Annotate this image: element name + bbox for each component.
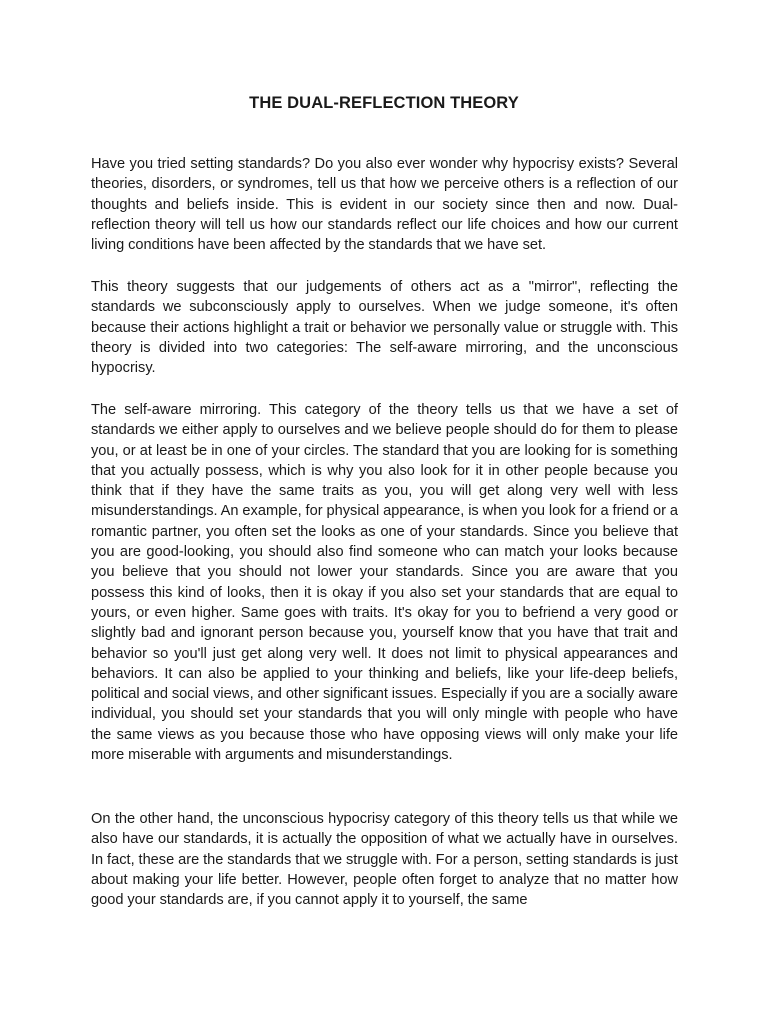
paragraph-self-aware-mirroring: The self-aware mirroring. This category of the theory tells us that we have a set of standards we either apply to ourselves and we believe people should do for them to please you, or at least be in one of your circles. The standard that you are looking for is something that you actually possess, which is why you also look for it in other people because you think that if they have the same traits as you, you will get along very well with less misunderstandings. An example, for physical appearance, is when you look for a friend or a romantic partner, you often set the looks as one of your standards. Since you believe that you are good-looking, you should also find someone who can match your looks because you believe that you should not lower your standards. Since you are aware that you possess this kind of looks, then it is okay if you also set your standards that are equal to yours, or even higher. Same goes with traits. It's okay for you to befriend a very good or slightly bad and ignorant person because you, yourself know that you have that trait and behavior so you'll just get along very well. It does not limit to physical appearances and behaviors. It can also be applied to your thinking and beliefs, like your life-deep beliefs, political and social views, and other significant issues. Especially if you are a socially aware individual, you should set your standards that you will only mingle with people who have the same views as you because those who have opposing views will only make your life more miserable with arguments and misunderstandings. [91,402,678,764]
paragraph-theory-overview: This theory suggests that our judgements of others act as a "mirror", reflecting the standards we subconsciously apply to ourselves. When we judge someone, it's often because their actions highlight a trait or behavior we personally value or struggle with. This theory is divided into two categories: The self-aware mirroring, and the unconscious hypocrisy. [91,279,678,377]
paragraph-unconscious-hypocrisy: On the other hand, the unconscious hypocrisy category of this theory tells us that while we also have our standards, it is actually the opposition of what we actually have in ourselves. In fact, these are the standards that we struggle with. For a person, setting standards is just about making your life better. However, people often forget to analyze that no matter how good your standards are, if you cannot apply it to yourself, the same [91,811,678,909]
paragraph-introduction: Have you tried setting standards? Do you also ever wonder why hypocrisy exists? Several theories, disorders, or syndromes, tell us that how we perceive others is a reflection of our thoughts and beliefs inside. This is evident in our society since then and now. Dual-reflection theory will tell us how our standards reflect our life choices and how our current living conditions have been affected by the standards that we have set. [91,156,678,254]
document-title: THE DUAL-REFLECTION THEORY [249,94,519,112]
